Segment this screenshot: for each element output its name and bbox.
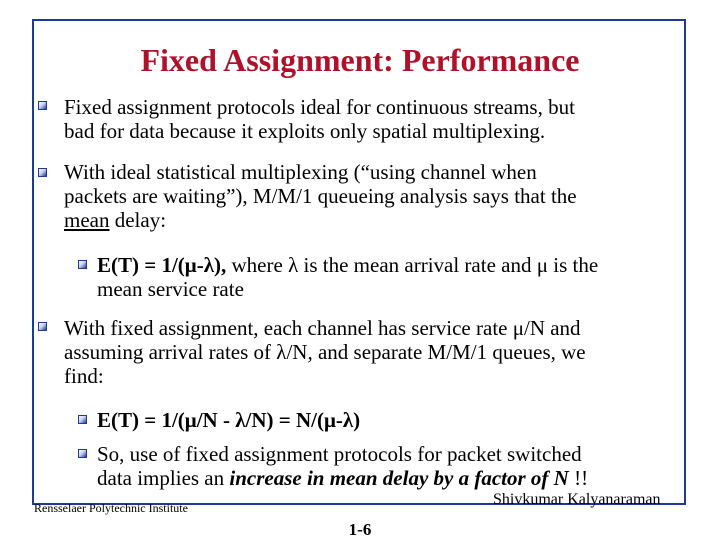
bullet-square-icon	[38, 322, 47, 331]
sub-bullet-square-icon	[78, 415, 87, 424]
sub-bullet-square-icon	[78, 449, 87, 458]
sub-bullet-3-2-line-2	[97, 466, 588, 490]
page-number: 1-6	[348, 520, 372, 539]
formula-delay: E(T) = 1/(μ-λ),	[97, 253, 227, 277]
footer-author: Shivkumar Kalyanaraman	[493, 491, 661, 508]
bullet-2-line-2: packets are waiting”), M/M/1 queueing analysis says that the	[64, 184, 577, 209]
sub-bullet-2-1-line-1	[97, 253, 598, 277]
sub-bullet-square-icon	[78, 260, 87, 269]
bullet-1-line-2: bad for data because it exploits only spatial multiplexing.	[64, 119, 546, 144]
sub-bullet-2-1-rest: where λ is the mean arrival rate and μ is the	[226, 253, 599, 277]
bullet-2-line-3-rest: delay:	[109, 208, 167, 233]
bullet-3-line-2: assuming arrival rates of λ/N, and separate M/M/1 queues, we	[64, 340, 586, 365]
bullet-1-text	[64, 95, 575, 143]
mean-underlined: mean	[64, 208, 110, 233]
emphasis-delay-increase: increase in mean delay by a factor of N	[229, 466, 569, 491]
sub-bullet-3-1-text	[97, 408, 360, 432]
formula-fixed-delay: E(T) = 1/(μ/N - λ/N) = N/(μ-λ)	[97, 408, 361, 432]
bullet-2-line-3	[64, 208, 577, 232]
bullet-3-line-3: find:	[64, 364, 104, 389]
footer-institution: Rensselaer Polytechnic Institute	[34, 501, 188, 515]
bullet-2-text	[64, 160, 577, 233]
sub-bullet-2-1-text	[97, 253, 598, 301]
bullet-square-icon	[38, 168, 47, 177]
sub-bullet-2-1-line-2: mean service rate	[97, 277, 244, 302]
bullet-2-line-1: With ideal statistical multiplexing (“using channel when	[64, 160, 537, 184]
sub-bullet-3-2-pre: data implies an	[97, 466, 230, 491]
bullet-1-line-1: Fixed assignment protocols ideal for continuous streams, but	[64, 95, 575, 119]
bullet-square-icon	[38, 101, 47, 110]
sub-bullet-3-2-post: !!	[568, 466, 589, 491]
bullet-3-text	[64, 316, 586, 389]
sub-bullet-3-2-line-1: So, use of fixed assignment protocols for packet switched	[97, 442, 582, 466]
sub-bullet-3-2-text	[97, 442, 588, 490]
bullet-3-line-1: With fixed assignment, each channel has service rate μ/N and	[64, 316, 581, 340]
slide-title: Fixed Assignment: Performance	[140, 42, 580, 78]
